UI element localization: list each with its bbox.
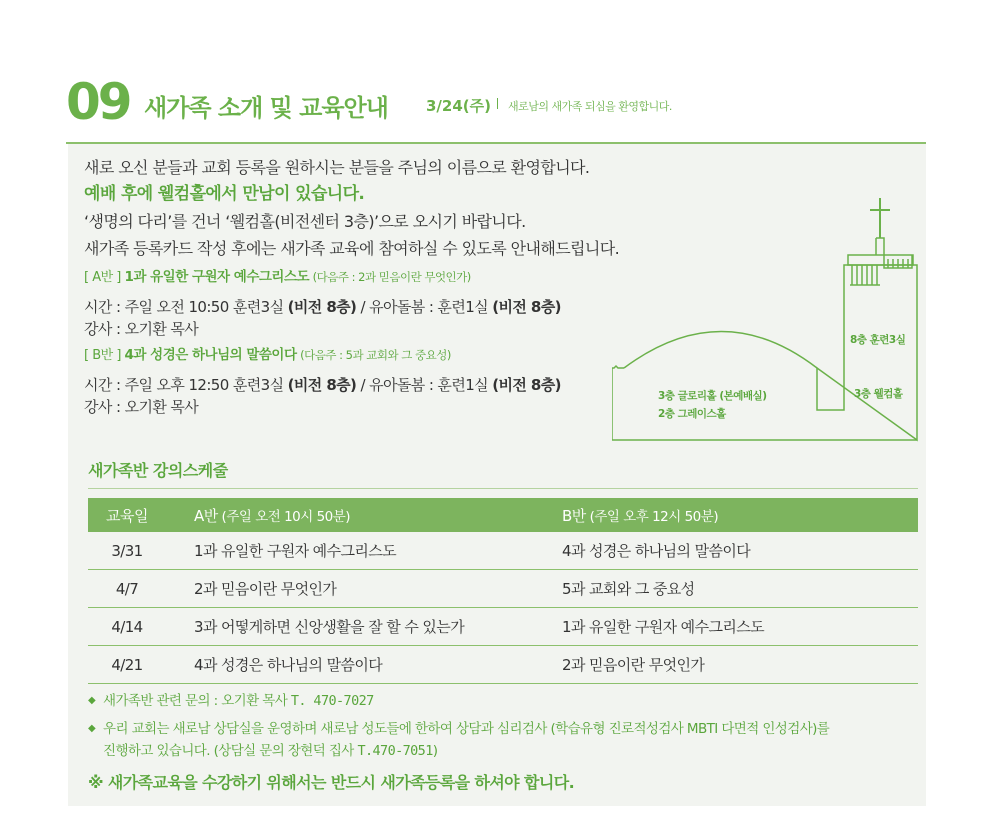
- class-a-time: [84, 296, 644, 318]
- section-header: [66, 72, 926, 144]
- header-class-b: [550, 498, 918, 532]
- note-contact-text: 새가족반 관련 문의 : 오기환 목사: [103, 693, 291, 709]
- header-class-b-name: B반: [562, 506, 586, 525]
- class-b-care-label: / 유아돌봄 : 훈련1실: [356, 376, 489, 394]
- class-a-care-label: / 유아돌봄 : 훈련1실: [356, 298, 489, 316]
- note-counseling-line-1: 우리 교회는 새로남 상담실을 운영하며 새로남 성도들에 한하여 상담과 심리검사 (학습유형 진로적성검사 MBTI 다면적 인성검사)를: [103, 721, 830, 737]
- class-a-teacher: 강사 : 오기환 목사: [84, 320, 199, 338]
- class-b-tag: [ B반 ]: [84, 348, 121, 363]
- notes-section: [88, 690, 924, 793]
- diamond-bullet-icon: ◆: [88, 723, 96, 734]
- class-a-next: (다음주 : 2과 믿음이란 무엇인가): [312, 270, 471, 284]
- label-3f-welcome: 3층 웰컴홀: [854, 388, 903, 400]
- intro-line-4: 새가족 등록카드 작성 후에는 새가족 교육에 참여하실 수 있도록 안내해드립니다.: [84, 239, 620, 258]
- label-3f-glory: 3층 글로리홀 (본예배실): [658, 390, 767, 402]
- section-number: 09: [66, 73, 130, 131]
- section-date: 3/24(주): [426, 97, 491, 115]
- class-b-time-label: 시간 : 주일 오후 12:50 훈련3실: [84, 376, 284, 394]
- class-b-heading: [84, 343, 644, 368]
- row-class-b: 1과 유일한 구원자 예수그리스도: [550, 608, 918, 646]
- schedule-table: [88, 498, 918, 684]
- building-left-edge: [612, 366, 624, 440]
- tower-columns-left: [852, 265, 877, 285]
- note-counseling: [88, 718, 924, 762]
- schedule-header-row: [88, 498, 918, 532]
- tower-outline: [817, 265, 917, 440]
- header-class-b-time: (주일 오후 12시 50분): [585, 508, 719, 525]
- note-contact: [88, 690, 924, 712]
- spire-base: [876, 238, 884, 255]
- class-a-heading: [84, 265, 644, 290]
- class-b-teacher: 강사 : 오기환 목사: [84, 398, 199, 416]
- section-title: 새가족 소개 및 교육안내: [144, 94, 388, 122]
- table-row: [88, 646, 918, 684]
- row-date: 4/21: [88, 646, 166, 684]
- class-a-title: 1과 유일한 구원자 예수그리스도: [124, 269, 310, 285]
- class-b-time-location: (비전 8층): [287, 376, 357, 394]
- note-counseling-line-2: [103, 740, 924, 762]
- class-a-time-label: 시간 : 주일 오전 10:50 훈련3실: [84, 298, 284, 316]
- tower-band-slats: [888, 259, 908, 268]
- dome-outline: [624, 332, 817, 369]
- label-8f-training: 8층 훈련3실: [850, 334, 906, 346]
- row-class-b: 5과 교회와 그 중요성: [550, 570, 918, 608]
- row-date: 3/31: [88, 532, 166, 570]
- class-a-care-location: (비전 8층): [492, 298, 561, 316]
- building-diagram: [612, 190, 922, 445]
- class-b-next: (다음주 : 5과 교회와 그 중요성): [300, 348, 451, 362]
- diamond-bullet-icon: ◆: [88, 695, 96, 706]
- intro-line-2: 예배 후에 웰컴홀에서 만남이 있습니다.: [84, 184, 365, 204]
- note-counseling-text: 진행하고 있습니다. (상담실 문의 장현덕 집사: [103, 743, 358, 759]
- intro-section: [84, 154, 644, 418]
- class-a-tag: [ A반 ]: [84, 270, 121, 285]
- registration-notice: ※ 새가족교육을 수강하기 위해서는 반드시 새가족등록을 하셔야 합니다.: [88, 773, 575, 792]
- row-class-b: 4과 성경은 하나님의 말씀이다: [550, 532, 918, 570]
- row-class-a: 2과 믿음이란 무엇인가: [166, 570, 550, 608]
- table-row: [88, 608, 918, 646]
- intro-line-3: ‘생명의 다리’를 건너 ‘웰컴홀(비전센터 3층)’으로 오시기 바랍니다.: [84, 212, 526, 231]
- class-b-care-location: (비전 8층): [492, 376, 561, 394]
- header-class-a-time: (주일 오전 10시 50분): [217, 508, 351, 525]
- intro-line-1: 새로 오신 분들과 교회 등록을 원하시는 분들을 주님의 이름으로 환영합니다.: [84, 158, 590, 177]
- row-class-a: 3과 어떻게하면 신앙생활을 잘 할 수 있는가: [166, 608, 550, 646]
- header-class-a-name: A반: [194, 506, 218, 525]
- class-b-time: [84, 374, 644, 396]
- header-class-a: [166, 498, 550, 532]
- note-contact-phone: T. 470-7027: [290, 693, 374, 709]
- schedule-divider: [88, 488, 918, 489]
- row-class-a: 1과 유일한 구원자 예수그리스도: [166, 532, 550, 570]
- note-counseling-phone: T.470-7051: [357, 743, 433, 759]
- header-separator: [497, 98, 498, 109]
- header-date: 교육일: [88, 498, 166, 532]
- row-class-a: 4과 성경은 하나님의 말씀이다: [166, 646, 550, 684]
- label-2f-grace: 2층 그레이스홀: [658, 408, 726, 420]
- row-date: 4/7: [88, 570, 166, 608]
- row-class-b: 2과 믿음이란 무엇인가: [550, 646, 918, 684]
- schedule-title: 새가족반 강의스케줄: [88, 461, 228, 480]
- note-counseling-close: ): [432, 743, 438, 759]
- class-a-time-location: (비전 8층): [287, 298, 357, 316]
- row-date: 4/14: [88, 608, 166, 646]
- table-row: [88, 570, 918, 608]
- table-row: [88, 532, 918, 570]
- cross-icon: [870, 198, 890, 238]
- class-b-title: 4과 성경은 하나님의 말씀이다: [124, 347, 297, 363]
- section-subtitle: 새로남의 새가족 되심을 환영합니다.: [508, 100, 672, 113]
